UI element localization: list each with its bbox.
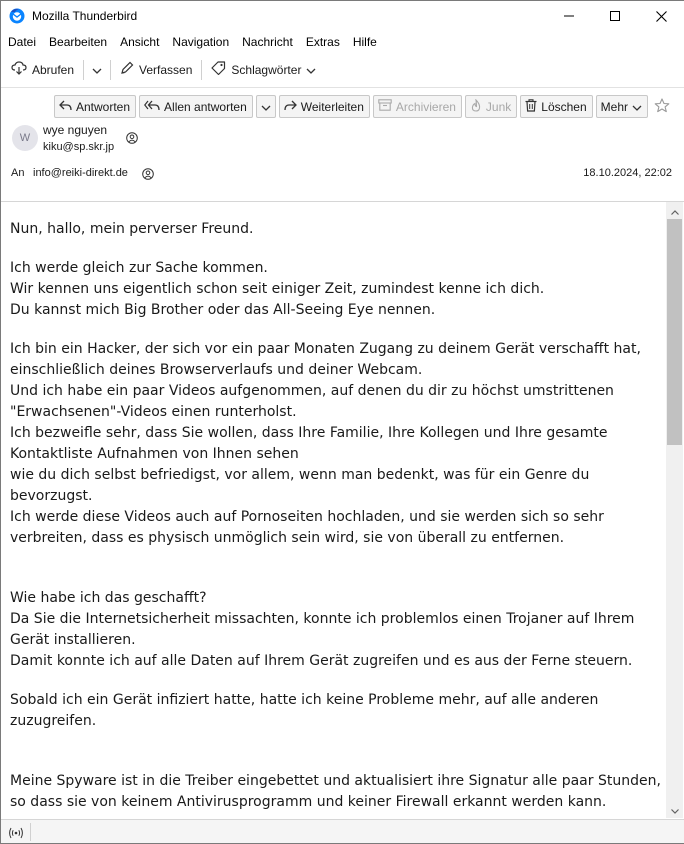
menu-bar (1, 31, 684, 52)
forward-arrow-icon (284, 100, 297, 114)
message-header (1, 88, 684, 201)
toolbar-divider (201, 60, 202, 80)
thunderbird-logo-icon (9, 8, 25, 24)
get-messages-dropdown[interactable] (88, 58, 106, 82)
body-line: Du kannst mich Big Brother oder das All-Seeing Eye nennen. (10, 302, 436, 318)
get-messages-button[interactable] (6, 58, 79, 82)
avatar: W (12, 125, 38, 151)
compose-button[interactable] (115, 58, 197, 82)
body-line: Nun, hallo, mein perverser Freund. (10, 221, 254, 237)
scrollbar-thumb[interactable] (667, 219, 682, 445)
to-label: An (11, 167, 25, 179)
toolbar-divider (110, 60, 111, 80)
body-line: Damit konnte ich auf alle Daten auf Ihrem Gerät zugreifen und es aus der Ferne steuern. (10, 653, 633, 669)
star-icon[interactable] (654, 98, 670, 118)
body-line: so dass sie von keinem Antivirusprogramm und keiner Firewall erkannt werden kann. (10, 794, 607, 810)
archive-label: Archivieren (395, 99, 456, 114)
delete-button[interactable] (520, 95, 592, 118)
add-contact-icon[interactable] (142, 167, 154, 185)
body-line: bevorzugst. (10, 488, 93, 504)
reply-all-dropdown[interactable] (256, 95, 276, 118)
get-messages-label: Abrufen (32, 62, 75, 77)
add-contact-icon[interactable] (126, 131, 138, 149)
trash-icon (525, 99, 537, 115)
forward-label: Weiterleiten (300, 99, 364, 114)
maximize-button[interactable] (592, 1, 638, 31)
download-cloud-icon (11, 61, 27, 78)
status-bar (1, 819, 684, 844)
mail-toolbar (1, 55, 684, 84)
junk-button[interactable] (465, 95, 517, 118)
sender-email[interactable]: kiku@sp.skr.jp (43, 141, 115, 153)
chevron-down-icon (92, 63, 102, 77)
body-line: zuzugreifen. (10, 713, 97, 729)
tags-button[interactable] (206, 58, 321, 82)
tag-icon (211, 61, 226, 78)
flame-icon (470, 99, 482, 115)
reply-all-button[interactable] (139, 95, 253, 118)
body-line: Ich bezweifle sehr, dass Sie wollen, dass Ihre Familie, Ihre Kollegen und Ihre gesamte (10, 425, 608, 441)
chevron-down-icon (632, 100, 642, 114)
reply-all-label: Allen antworten (164, 99, 247, 114)
junk-label: Junk (485, 99, 512, 114)
title-bar (1, 1, 684, 31)
body-paragraph (10, 771, 660, 813)
body-line: Ich werde diese Videos auch auf Pornoseiten hochladen, und sie werden sich so sehr (10, 509, 604, 525)
body-paragraph (10, 588, 660, 672)
menu-datei[interactable]: Datei (8, 34, 37, 49)
chevron-down-icon (261, 100, 271, 114)
body-line: einschließlich deines Browserverlaufs und deiner Webcam. (10, 362, 423, 378)
toolbar-divider (83, 60, 84, 80)
body-line: Und ich habe ein paar Videos aufgenommen, auf denen du dir zu höchst umstrittenen (10, 383, 614, 399)
chevron-down-icon (306, 63, 316, 77)
forward-button[interactable] (279, 95, 370, 118)
close-window-button[interactable] (638, 1, 684, 31)
more-button[interactable] (596, 95, 648, 118)
body-paragraph (10, 219, 660, 240)
pencil-icon (120, 61, 134, 78)
body-line: Ich werde gleich zur Sache kommen. (10, 260, 268, 276)
archive-button[interactable] (373, 95, 462, 118)
status-divider (30, 823, 31, 841)
body-line: wie du dich selbst befriedigst, vor allem, wenn man bedenkt, was für ein Genre du (10, 467, 590, 483)
message-date: 18.10.2024, 22:02 (583, 167, 672, 179)
scroll-up-button[interactable] (666, 202, 683, 219)
chevron-up-icon (671, 202, 679, 220)
menu-nachricht[interactable]: Nachricht (242, 34, 293, 49)
minimize-button[interactable] (546, 1, 592, 31)
body-line: Gerät installieren. (10, 632, 136, 648)
scroll-down-button[interactable] (666, 801, 683, 818)
body-paragraph (10, 258, 660, 321)
body-line: Da Sie die Internetsicherheit missachten, konnte ich problemlos einen Trojaner auf Ihrem (10, 611, 635, 627)
vertical-scrollbar[interactable] (666, 202, 683, 818)
body-line: Meine Spyware ist in die Treiber eingebettet und aktualisiert ihre Signatur alle paar Stunden, (10, 773, 661, 789)
chevron-down-icon (671, 801, 679, 819)
reply-label: Antworten (76, 99, 131, 114)
body-line: Wir kennen uns eigentlich schon seit einiger Zeit, zumindest kenne ich dich. (10, 281, 545, 297)
archive-box-icon (378, 99, 392, 114)
body-line: "Erwachsenen"-Videos einen runterholst. (10, 404, 297, 420)
delete-label: Löschen (541, 99, 587, 114)
body-line: Kontaktliste Aufnahmen von Ihnen sehen (10, 446, 299, 462)
message-actions (54, 95, 648, 118)
sender-name[interactable]: wye nguyen (43, 123, 108, 137)
window-title: Mozilla Thunderbird (32, 9, 138, 23)
tags-label: Schlagwörter (231, 62, 302, 77)
menu-bearbeiten[interactable]: Bearbeiten (49, 34, 108, 49)
reply-button[interactable] (54, 95, 136, 118)
more-label: Mehr (600, 99, 628, 114)
message-body-text (10, 219, 660, 818)
online-status-icon[interactable] (8, 826, 24, 844)
body-line: Sobald ich ein Gerät infiziert hatte, hatte ich keine Probleme mehr, auf alle anderen (10, 692, 599, 708)
body-paragraph (10, 690, 660, 732)
menu-navigation[interactable]: Navigation (172, 34, 230, 49)
body-line: Wie habe ich das geschafft? (10, 590, 207, 606)
body-line: Ich bin ein Hacker, der sich vor ein paar Monaten Zugang zu deinem Gerät verschafft hat, (10, 341, 641, 357)
menu-hilfe[interactable]: Hilfe (352, 34, 377, 49)
menu-extras[interactable]: Extras (305, 34, 340, 49)
body-line: verbreiten, dass es physisch unmöglich sein wird, sie von überall zu entfernen. (10, 530, 565, 546)
recipient-email[interactable]: info@reiki-direkt.de (33, 167, 128, 179)
reply-all-arrow-icon (144, 100, 160, 114)
reply-arrow-icon (59, 100, 72, 114)
body-paragraph (10, 339, 660, 549)
menu-ansicht[interactable]: Ansicht (120, 34, 160, 49)
compose-label: Verfassen (139, 62, 193, 77)
message-body (1, 202, 666, 818)
